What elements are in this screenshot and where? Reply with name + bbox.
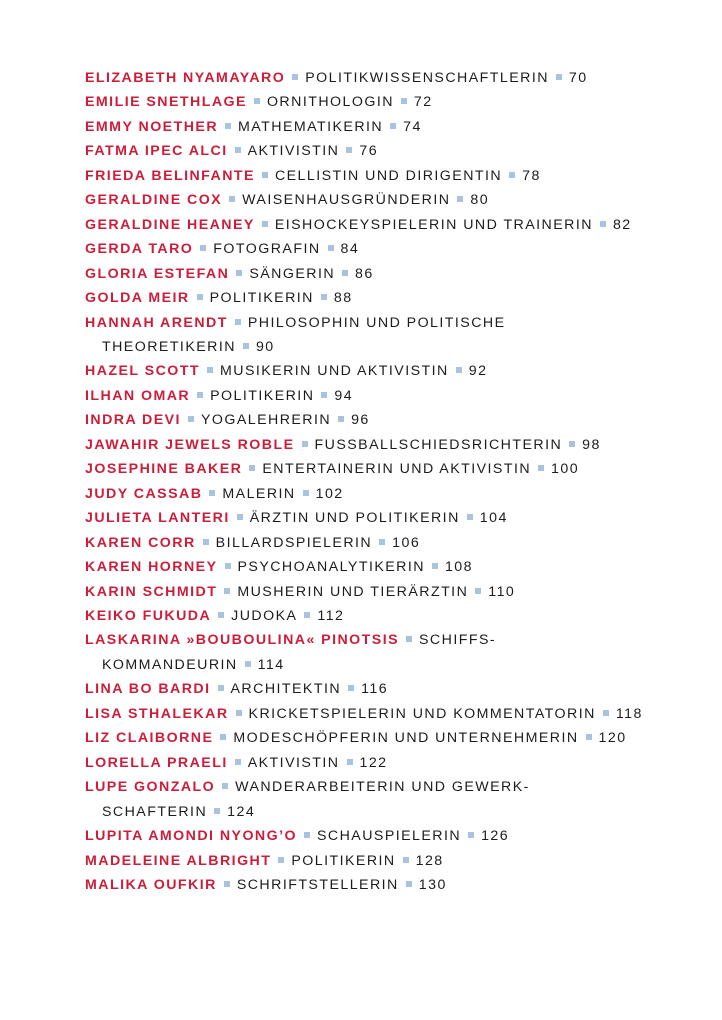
toc-entry-line [85,584,515,600]
toc-entry[interactable] [85,262,685,286]
toc-entry[interactable] [85,139,685,163]
toc-entry-continuation [85,335,685,359]
person-name: EMILIE SNETHLAGE [85,94,247,111]
toc-entry[interactable] [85,384,685,408]
toc-entry-line [85,217,632,233]
toc-entry-line [85,486,344,502]
person-role: YOGALEHRERIN [200,412,332,429]
person-role: SCHAUSPIELERIN [317,828,462,845]
person-name: GERALDINE HEANEY [85,216,255,233]
person-role: SÄNGERIN [249,265,336,282]
person-name: LASKARINA »BOUBOULINA« PINOTSIS [85,632,400,649]
page-number: 98 [582,436,601,453]
person-role: PHILOSOPHIN UND POLITISCHE [247,314,506,331]
toc-entry[interactable] [85,726,685,750]
person-name: INDRA DEVI [85,412,181,429]
page-number: 90 [255,338,275,355]
separator-square [203,539,209,545]
toc-entry[interactable] [85,237,685,261]
separator-square [406,636,412,642]
separator-square [321,294,327,300]
separator-square [342,270,348,276]
person-name: GLORIA ESTEFAN [85,265,230,282]
toc-entry-continuation [85,653,685,677]
person-role: KRICKETSPIELERIN UND KOMMENTATORIN [248,705,596,722]
table-of-contents [85,66,685,897]
separator-square [224,881,230,887]
toc-entry-line [85,168,541,184]
person-name: ELIZABETH NYAMAYARO [85,70,286,86]
toc-entry[interactable] [85,359,685,383]
separator-square [236,270,242,276]
page-number: 110 [488,583,516,600]
page-number: 118 [615,705,643,722]
toc-entry[interactable] [85,213,685,237]
separator-square [538,465,544,471]
page-number: 124 [227,803,256,820]
person-role: AKTIVISTIN [247,754,340,771]
toc-entry-line [85,290,353,306]
toc-entry-line [85,510,508,526]
page-number: 84 [340,241,360,258]
separator-square [262,172,268,178]
toc-entry-line [85,828,509,844]
separator-square [245,661,251,667]
person-name: FATMA IPEC ALCI [85,143,228,160]
toc-entry-line [85,363,487,379]
separator-square [556,74,562,80]
person-name: LUPITA AMONDI NYONG’O [85,828,297,845]
separator-square [220,734,226,740]
page-number: 74 [403,118,422,135]
person-role: ÄRZTIN UND POLITIKERIN [249,510,460,527]
toc-entry[interactable] [85,408,685,432]
page-number: 86 [355,265,374,282]
toc-entry-line [85,94,433,110]
person-name: FRIEDA BELINFANTE [85,167,255,184]
separator-square [390,123,396,129]
separator-square [237,514,243,520]
page-number: 114 [257,656,285,673]
toc-entry[interactable] [85,66,685,90]
page-number: 82 [612,216,632,233]
separator-square [586,734,592,740]
separator-square [229,196,235,202]
page-number: 96 [351,412,370,429]
person-role: JUDOKA [231,607,298,624]
toc-entry[interactable] [85,873,685,897]
separator-square [222,783,228,789]
separator-square [200,245,206,251]
toc-entry[interactable] [85,604,685,628]
person-role-continued: KOMMANDEURIN [102,656,238,673]
separator-square [600,221,606,227]
page-number: 116 [361,681,389,698]
person-role: POLITIKERIN [209,290,314,307]
toc-entry[interactable] [85,824,685,848]
person-role: POLITIKWISSENSCHAFTLERIN [305,70,549,86]
separator-square [348,685,354,691]
toc-entry[interactable] [85,482,685,506]
toc-entry-line [85,632,496,648]
separator-square [401,98,407,104]
toc-entry-line [85,412,370,428]
person-role: MODESCHÖPFERIN UND UNTERNEHMERIN [233,730,579,747]
toc-entry[interactable] [85,775,685,824]
toc-entry-line [85,241,359,257]
separator-square [467,514,473,520]
separator-square [218,685,224,691]
toc-entry[interactable] [85,90,685,114]
toc-entry-line [85,461,579,477]
person-name: JAWAHIR JEWELS ROBLE [85,436,295,453]
toc-entry[interactable] [85,506,685,530]
separator-square [569,441,575,447]
toc-entry-line [85,706,643,722]
separator-square [403,857,409,863]
toc-entry[interactable] [85,677,685,701]
separator-square [303,490,309,496]
toc-entry-continuation [85,800,685,824]
person-name: ILHAN OMAR [85,387,191,404]
person-role: SCHRIFTSTELLERIN [236,876,399,893]
separator-square [379,539,385,545]
toc-entry-line [85,877,447,893]
person-name: GOLDA MEIR [85,290,190,307]
separator-square [346,147,352,153]
separator-square [406,881,412,887]
person-role-continued: THEORETIKERIN [102,338,236,355]
toc-entry-line [85,437,601,453]
toc-entry[interactable] [85,311,685,360]
person-name: LISA STHALEKAR [85,705,229,722]
person-role: ARCHITEKTIN [230,681,342,698]
page-number: 120 [598,730,627,747]
separator-square [249,465,255,471]
person-name: GERALDINE COX [85,192,223,209]
person-role: SCHIFFS- [419,632,497,649]
person-name: JOSEPHINE BAKER [85,461,243,478]
person-name: HANNAH ARENDT [85,314,228,331]
page-number: 92 [468,363,488,380]
separator-square [254,98,260,104]
separator-square [218,612,224,618]
separator-square [509,172,515,178]
separator-square [214,808,220,814]
person-role: PSYCHOANALYTIKERIN [237,559,425,576]
person-role: ENTERTAINERIN UND AKTIVISTIN [262,461,532,478]
separator-square [243,343,249,349]
person-role: MUSIKERIN UND AKTIVISTIN [220,363,449,380]
toc-entry-line [85,730,627,746]
person-role: CELLISTIN UND DIRIGENTIN [274,167,503,184]
separator-square [225,563,231,569]
person-role: MATHEMATIKERIN [238,118,384,135]
page-number: 72 [413,94,433,111]
toc-entry-line [85,608,344,624]
toc-entry-line [85,388,353,404]
separator-square [225,123,231,129]
page-number: 122 [359,754,388,771]
person-role-continued: SCHAFTERIN [102,803,208,820]
person-name: LUPE GONZALO [85,779,216,796]
person-name: EMMY NOETHER [85,118,219,135]
toc-entry-line [85,70,588,86]
toc-entry-line [85,681,388,697]
toc-entry[interactable] [85,164,685,188]
separator-square [475,588,481,594]
toc-entry[interactable] [85,286,685,310]
person-name: JULIETA LANTERI [85,510,230,527]
person-name: HAZEL SCOTT [85,363,200,380]
person-role: WANDERARBEITERIN UND GEWERK- [235,779,530,796]
person-name: JUDY CASSAB [85,485,203,502]
page-number: 70 [568,70,588,86]
separator-square [197,392,203,398]
person-role: MALERIN [222,485,296,502]
toc-entry[interactable] [85,555,685,579]
page-number: 128 [415,852,444,869]
toc-entry-line [85,559,473,575]
toc-entry[interactable] [85,457,685,481]
separator-square [328,245,334,251]
page-number: 76 [359,143,379,160]
separator-square [468,832,474,838]
toc-entry[interactable] [85,751,685,775]
person-role: FOTOGRAFIN [213,241,321,258]
toc-entry-line [85,119,422,135]
separator-square [235,759,241,765]
toc-entry[interactable] [85,849,685,873]
toc-entry[interactable] [85,188,685,212]
person-name: MADELEINE ALBRIGHT [85,852,272,869]
page-number: 106 [392,534,421,551]
person-role: WAISENHAUSGRÜNDERIN [242,192,451,209]
separator-square [262,221,268,227]
separator-square [304,612,310,618]
page-number: 80 [470,192,490,209]
person-name: LINA BO BARDI [85,681,211,698]
page-number: 78 [522,167,541,184]
separator-square [457,196,463,202]
person-name: KAREN HORNEY [85,559,218,576]
person-role: POLITIKERIN [210,387,315,404]
person-name: KEIKO FUKUDA [85,607,212,624]
separator-square [347,759,353,765]
person-role: BILLARDSPIELERIN [215,534,373,551]
person-name: LIZ CLAIBORNE [85,730,214,747]
person-role: POLITIKERIN [291,852,396,869]
page-number: 88 [333,290,353,307]
page-number: 94 [334,387,354,404]
person-name: KARIN SCHMIDT [85,583,218,600]
separator-square [338,416,344,422]
separator-square [456,367,462,373]
toc-entry-line [85,315,506,331]
separator-square [603,710,609,716]
page-number: 102 [315,485,344,502]
toc-entry-line [85,192,489,208]
toc-entry[interactable] [85,628,685,677]
separator-square [321,392,327,398]
separator-square [302,441,308,447]
toc-entry[interactable] [85,531,685,555]
separator-square [224,588,230,594]
separator-square [197,294,203,300]
separator-square [207,367,213,373]
person-name: KAREN CORR [85,534,196,551]
toc-entry-line [85,779,530,795]
page-number: 108 [444,559,473,576]
person-role: EISHOCKEYSPIELERIN UND TRAINERIN [274,216,593,233]
separator-square [188,416,194,422]
person-role: ORNITHOLOGIN [266,94,394,111]
toc-entry[interactable] [85,433,685,457]
toc-entry-line [85,853,444,869]
person-role: AKTIVISTIN [247,143,340,160]
separator-square [304,832,310,838]
separator-square [278,857,284,863]
toc-entry[interactable] [85,580,685,604]
toc-entry-line [85,266,374,282]
toc-entry-line [85,755,388,771]
page-number: 126 [481,828,510,845]
page-number: 100 [551,461,580,478]
person-role: MUSHERIN UND TIERÄRZTIN [237,583,469,600]
person-name: LORELLA PRAELI [85,754,228,771]
page-number: 112 [317,607,345,624]
separator-square [235,147,241,153]
page-number: 130 [418,876,447,893]
separator-square [235,319,241,325]
toc-entry[interactable] [85,115,685,139]
toc-entry-line [85,535,420,551]
person-role: FUSSBALLSCHIEDSRICHTERIN [314,436,563,453]
person-name: GERDA TARO [85,241,194,258]
person-name: MALIKA OUFKIR [85,876,217,893]
page-number: 104 [479,510,508,527]
separator-square [292,74,298,80]
separator-square [209,490,215,496]
separator-square [236,710,242,716]
toc-entry[interactable] [85,702,685,726]
toc-entry-line [85,143,378,159]
separator-square [432,563,438,569]
